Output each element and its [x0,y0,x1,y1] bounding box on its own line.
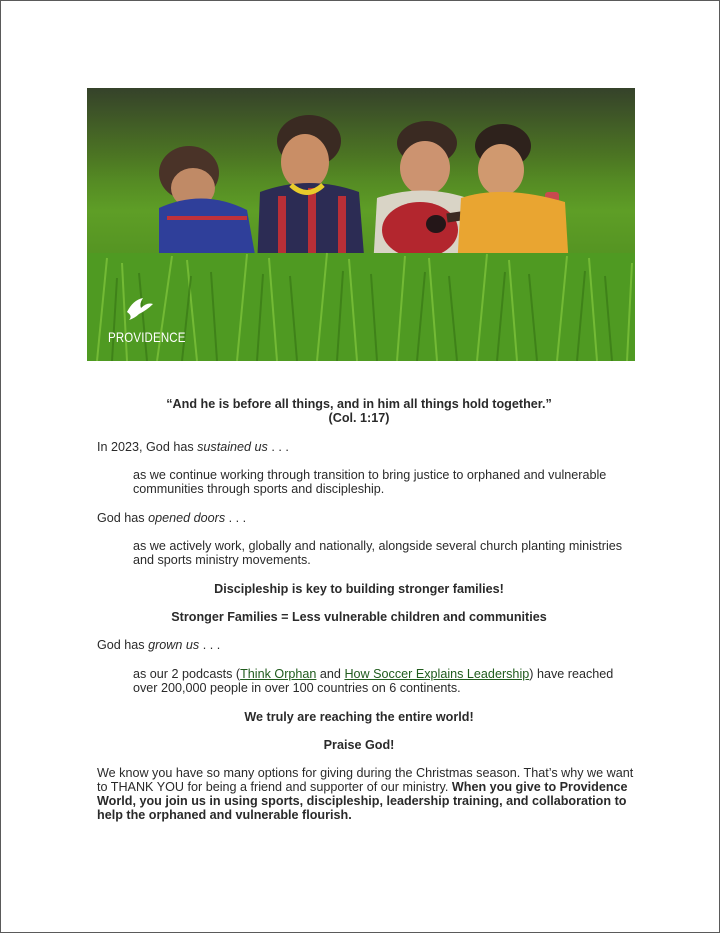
discipleship-heading: Discipleship is key to building stronger families! [214,582,504,596]
think-orphan-link[interactable]: Think Orphan [240,667,317,681]
hero-photo [87,88,635,361]
opened-intro: God has opened doors . . . [97,511,247,525]
scripture-reference: (Col. 1:17) [328,411,390,425]
families-heading: Stronger Families = Less vulnerable children and communities [171,610,547,624]
sustained-intro: In 2023, God has sustained us . . . [97,440,289,454]
scripture-quote: “And he is before all things, and in him all things hold together.” [166,397,552,411]
children-in-grass-illustration [87,88,635,361]
closing-line-2: to THANK YOU for being a friend and supporter of our ministry. When you give to Providence [97,780,628,794]
grown-detail-1: as our 2 podcasts (Think Orphan and How Soccer Explains Leadership) have reached [133,667,614,681]
opened-detail-2: and sports ministry movements. [133,553,311,567]
providence-logo-text: PROVIDENCE [108,329,186,345]
opened-detail-1: as we actively work, globally and nationally, alongside several church planting ministries [133,539,623,553]
praise-heading: Praise God! [323,738,395,752]
how-soccer-explains-leadership-link[interactable]: How Soccer Explains Leadership [344,667,530,681]
sustained-detail-2: communities through sports and discipleship. [133,482,385,496]
grown-intro: God has grown us . . . [97,638,221,652]
grown-detail-2: over 200,000 people in over 100 countries on 6 continents. [133,681,461,695]
closing-line-3: World, you join us in using sports, discipleship, leadership training, and collaboration to [97,794,627,808]
closing-line-1: We know you have so many options for giving during the Christmas season. That’s why we want [97,766,634,780]
world-heading: We truly are reaching the entire world! [244,710,474,724]
closing-line-4: help the orphaned and vulnerable flourish. [97,808,352,822]
sustained-detail-1: as we continue working through transition to bring justice to orphaned and vulnerable [133,468,607,482]
